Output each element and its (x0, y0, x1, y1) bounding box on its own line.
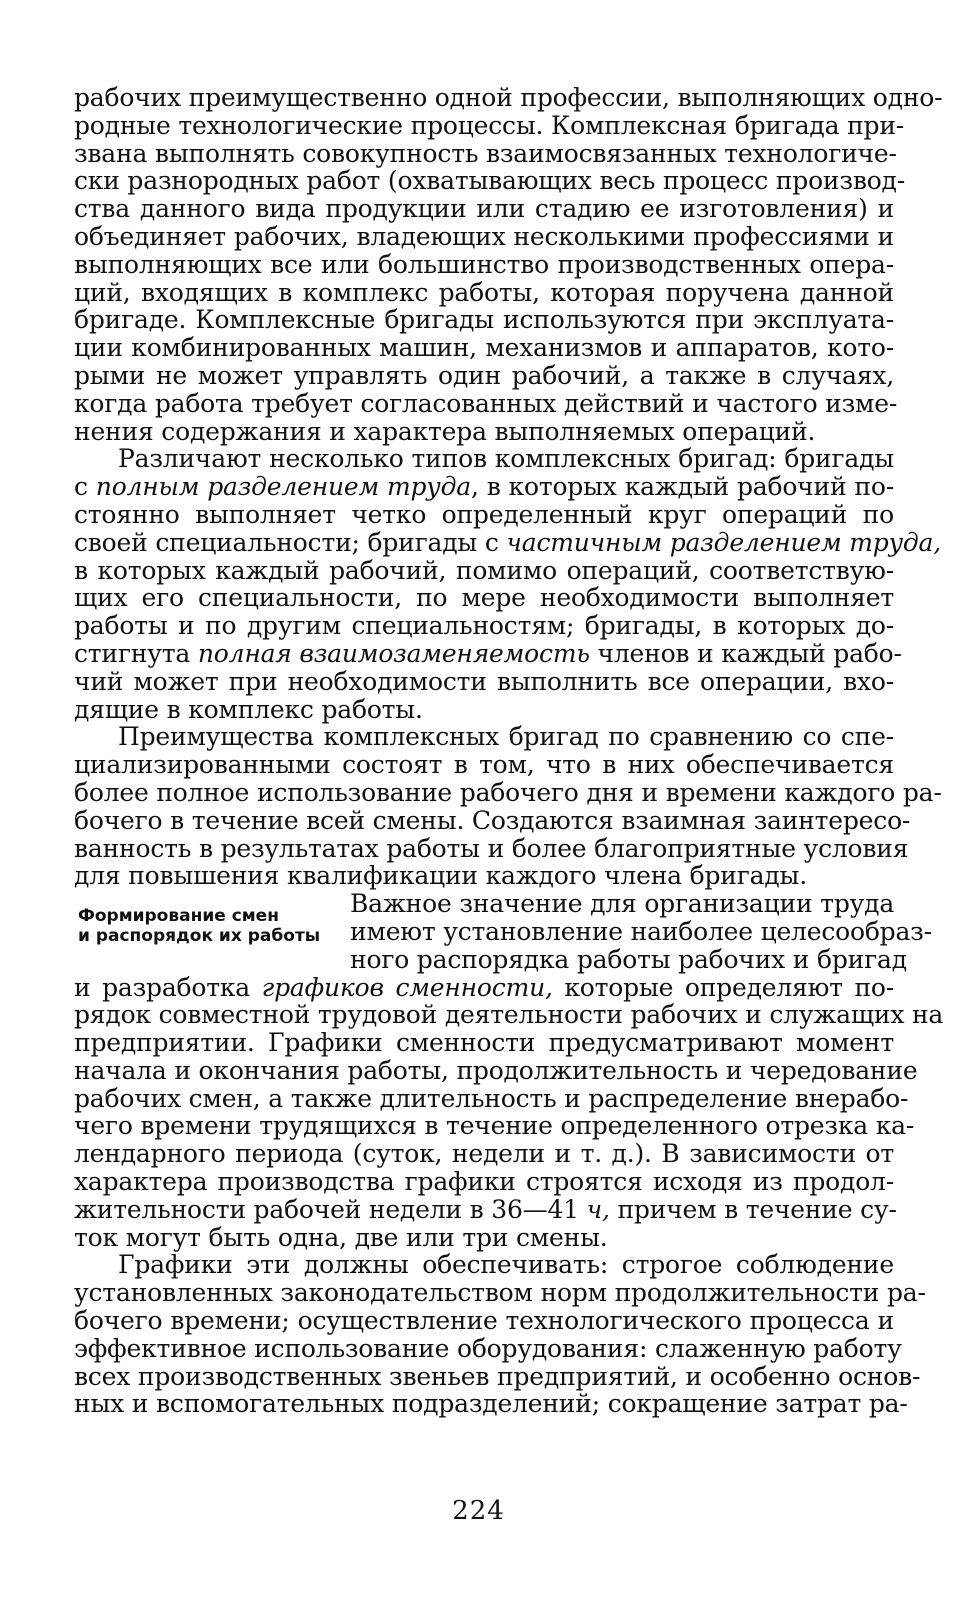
text-line: всех производственных звеньев предприятий, и особенно основ- (74, 1361, 921, 1391)
paragraph-5 (74, 1250, 926, 1419)
text-line: выполняющих все или большинство производственных опера- (74, 249, 894, 279)
emphasized-term: графиков сменности, (261, 972, 553, 1002)
text-line: рядок совместной трудовой деятельности рабочих и служащих на (74, 1000, 944, 1030)
text-line: в которых каждый рабочий, помимо операций, соответствую- (74, 555, 894, 585)
paragraph-1 (74, 83, 943, 446)
text-line: ски разнородных работ (охватывающих весь процесс производ- (74, 166, 905, 196)
text-line: Важное значение для организации труда (350, 889, 895, 919)
text-line: начала и окончания работы, продолжительность и чередование (74, 1055, 918, 1085)
text-line: щих его специальности, по мере необходимости выполняет (74, 583, 894, 613)
text-line: ции комбинированных машин, механизмов и аппаратов, кото- (74, 333, 894, 363)
text-line: для повышения квалификации каждого члена бригады. (74, 861, 807, 891)
text-line: дящие в комплекс работы. (74, 694, 423, 724)
text-line: своей специальности; бригады с частичным разделением труда, (74, 527, 941, 557)
text-line: ного распорядка работы рабочих и бригад (350, 944, 907, 974)
text-line: с полным разделением труда, в которых каждый рабочий по- (74, 472, 894, 502)
text-line: эффективное использование оборудования: слаженную работу (74, 1333, 902, 1363)
text-line: бригаде. Комплексные бригады используются при эксплуата- (74, 305, 894, 335)
text-line: Графики эти должны обеспечивать: строгое соблюдение (118, 1250, 894, 1280)
text-line: ций, входящих в комплекс работы, которая поручена данной (74, 277, 894, 307)
text-line: объединяет рабочих, владеющих несколькими профессиями и (74, 221, 894, 251)
text-line: рабочих преимущественно одной профессии, выполняющих одно- (74, 83, 943, 112)
paragraph-3 (74, 722, 942, 891)
side-heading-line: Формирование смен (78, 906, 279, 927)
emphasized-term: ч, (586, 1194, 610, 1224)
text-line: ства данного вида продукции или стадию ее изготовления) и (74, 194, 894, 224)
text-line: бочего времени; осуществление технологического процесса и (74, 1306, 894, 1336)
text-line: установленных законодательством норм продолжительности ра- (74, 1278, 926, 1308)
text-line: стигнута полная взаимозаменяемость членов и каждый рабо- (74, 638, 902, 668)
text-line: работы и по другим специальностям; бригады, в которых до- (74, 611, 894, 641)
emphasized-term: полным разделением труда (95, 472, 471, 502)
text-line: Различают несколько типов комплексных бригад: бригады (118, 444, 894, 474)
text-line: и разработка графиков сменности, которые определяют по- (74, 972, 895, 1002)
side-heading-line: и распорядок их работы (78, 926, 321, 947)
text-line: циализированными состоят в том, что в них обеспечивается (74, 750, 894, 780)
text-line: бочего в течение всей смены. Создаются взаимная заинтересо- (74, 805, 911, 835)
paragraph-4 (74, 889, 944, 1252)
emphasized-term: полная взаимозаменяемость (197, 638, 590, 668)
text-line: родные технологические процессы. Комплексная бригада при- (74, 110, 905, 140)
section-side-heading (78, 906, 348, 946)
text-line: чий может при необходимости выполнить все операции, вхо- (74, 666, 894, 696)
text-line: более полное использование рабочего дня и времени каждого ра- (74, 777, 942, 807)
page-number: 224 (452, 1496, 505, 1526)
text-line: предприятии. Графики сменности предусматривают момент (74, 1028, 894, 1058)
text-line: имеют установление наиболее целесообраз- (350, 916, 932, 946)
text-line: жительности рабочей недели в 36—41 ч, причем в течение су- (74, 1194, 897, 1224)
text-line: когда работа требует согласованных действий и частого изме- (74, 388, 898, 418)
text-line: Преимущества комплексных бригад по сравнению со спе- (118, 722, 894, 752)
paragraph-2 (74, 444, 941, 724)
emphasized-term: частичным разделением труда, (506, 527, 941, 557)
page-body (74, 83, 944, 1419)
text-line: рыми не может управлять один рабочий, а также в случаях, (74, 360, 894, 390)
text-line: лендарного периода (суток, недели и т. д.). В зависимости от (74, 1139, 894, 1169)
text-line: стоянно выполняет четко определенный круг операций по (74, 499, 894, 529)
text-line: характера производства графики строятся исходя из продол- (74, 1167, 894, 1197)
text-line: нения содержания и характера выполняемых операций. (74, 416, 816, 446)
text-line: звана выполнять совокупность взаимосвязанных технологиче- (74, 138, 897, 168)
text-line: чего времени трудящихся в течение определенного отрезка ка- (74, 1111, 915, 1141)
text-line: рабочих смен, а также длительность и распределение внерабо- (74, 1083, 909, 1113)
text-line: ных и вспомогательных подразделений; сокращение затрат ра- (74, 1389, 908, 1419)
text-line: ток могут быть одна, две или три смены. (74, 1222, 608, 1252)
text-line: ванность в результатах работы и более благоприятные условия (74, 833, 909, 863)
